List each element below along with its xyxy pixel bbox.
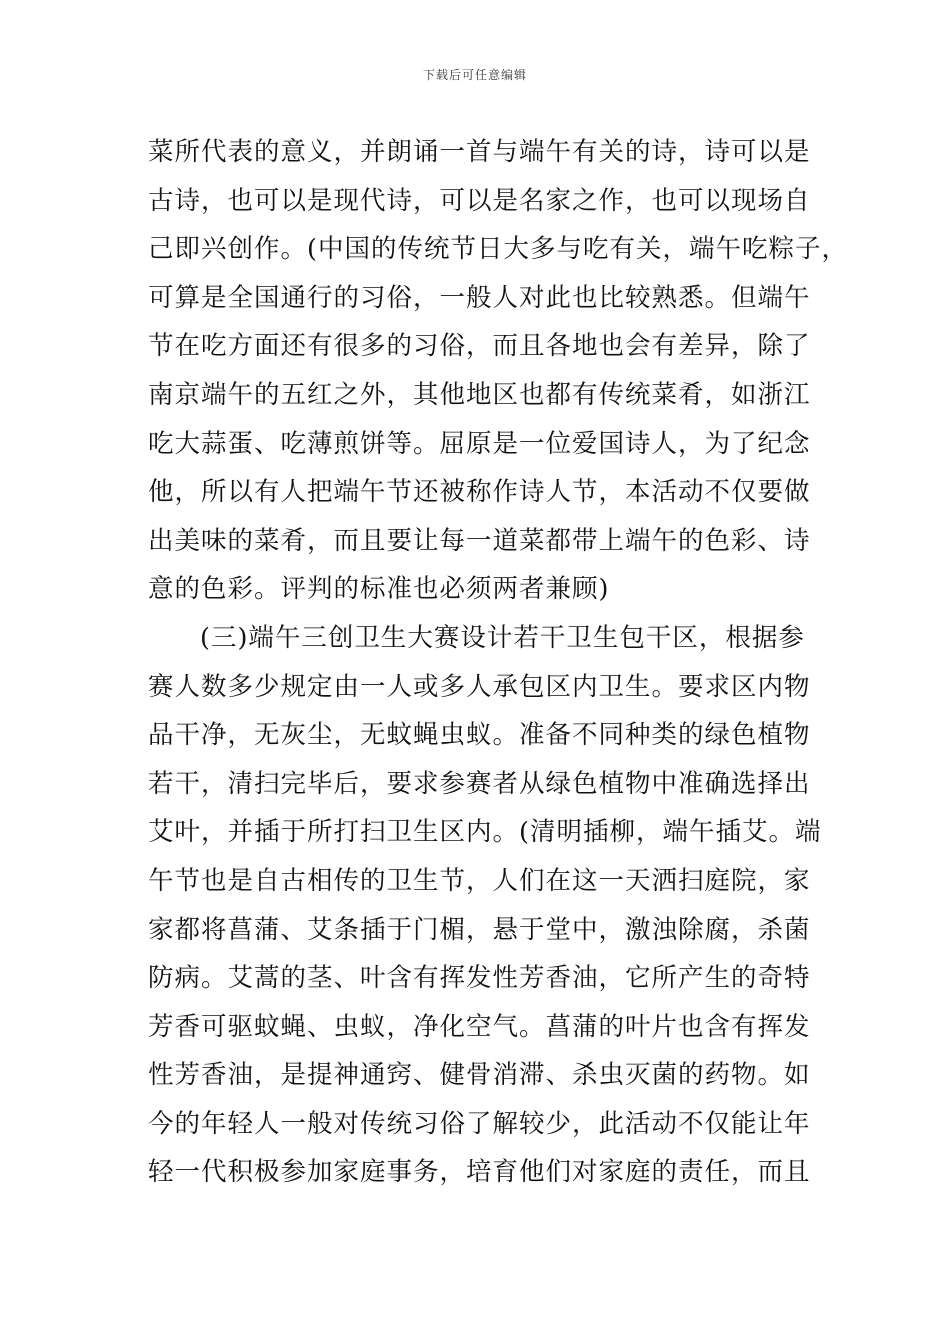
text-line: 己即兴创作。(中国的传统节日大多与吃有关，端午吃粽子， [148, 234, 848, 265]
text-line: 出美味的菜肴，而且要让每一道菜都带上端午的色彩、诗 [148, 525, 811, 556]
body-text [148, 128, 848, 1197]
text-line: 轻一代积极参加家庭事务，培育他们对家庭的责任，而且 [148, 1157, 811, 1188]
text-line: 他，所以有人把端午节还被称作诗人节，本活动不仅要做 [148, 477, 811, 508]
text-line: 赛人数多少规定由一人或多人承包区内卫生。要求区内物 [148, 671, 811, 702]
text-line: 今的年轻人一般对传统习俗了解较少，此活动不仅能让年 [148, 1108, 811, 1139]
text-line: 若干，清扫完毕后，要求参赛者从绿色植物中准确选择出 [148, 768, 811, 799]
text-line: 古诗，也可以是现代诗，可以是名家之作，也可以现场自 [148, 185, 811, 216]
text-line: 艾叶，并插于所打扫卫生区内。(清明插柳，端午插艾。端 [148, 817, 822, 848]
text-line: 可算是全国通行的习俗，一般人对此也比较熟悉。但端午 [148, 282, 811, 313]
text-line: 菜所代表的意义，并朗诵一首与端午有关的诗，诗可以是 [148, 137, 811, 167]
text-line: 吃大蒜蛋、吃薄煎饼等。屈原是一位爱国诗人，为了纪念 [148, 428, 811, 459]
paragraph-first-line: (三)端午三创卫生大赛设计若干卫生包干区，根据参 [200, 622, 805, 653]
text-line: 芳香可驱蚊蝇、虫蚁，净化空气。菖蒲的叶片也含有挥发 [148, 1011, 811, 1042]
text-line: 品干净，无灰尘，无蚊蝇虫蚁。准备不同种类的绿色植物 [148, 720, 811, 751]
text-line: 意的色彩。评判的标准也必须两者兼顾) [148, 574, 610, 605]
header-note: 下载后可任意编辑 [422, 68, 527, 82]
text-line: 午节也是自古相传的卫生节，人们在这一天洒扫庭院，家 [148, 865, 811, 896]
text-line: 家都将菖蒲、艾条插于门楣，悬于堂中，激浊除腐，杀菌 [148, 914, 811, 945]
text-line: 性芳香油，是提神通窍、健骨消滞、杀虫灭菌的药物。如 [148, 1060, 811, 1091]
text-line: 南京端午的五红之外，其他地区也都有传统菜肴，如浙江 [148, 379, 811, 410]
text-line: 节在吃方面还有很多的习俗，而且各地也会有差异，除了 [148, 331, 811, 362]
text-line: 防病。艾蒿的茎、叶含有挥发性芳香油，它所产生的奇特 [148, 963, 811, 994]
